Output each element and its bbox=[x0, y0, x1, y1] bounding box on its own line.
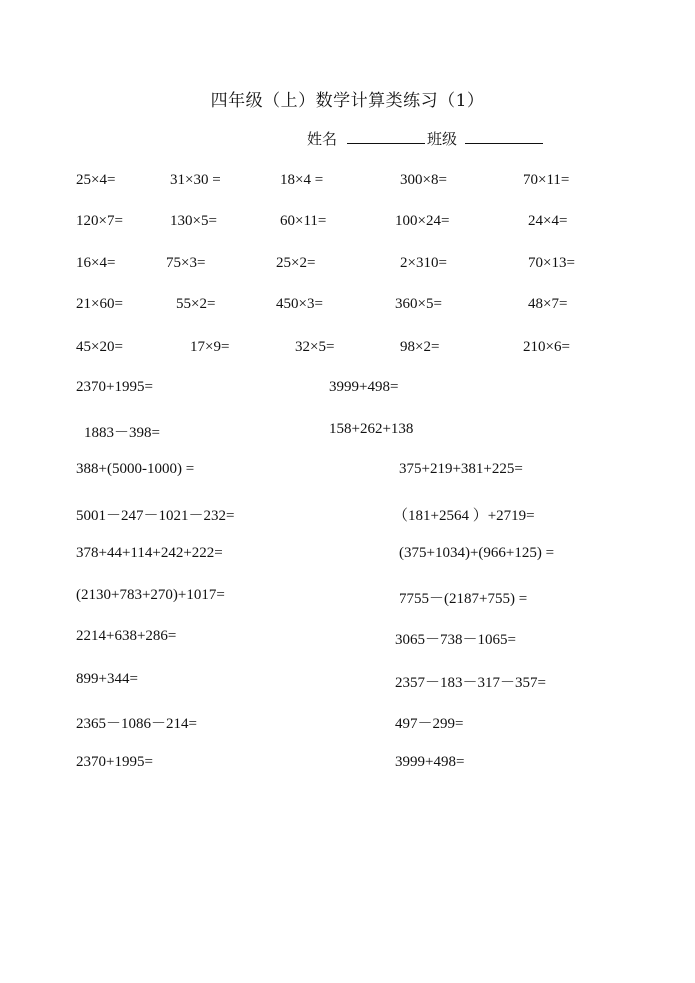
problem: 70×11= bbox=[523, 172, 570, 188]
problem: 3065－738－1065= bbox=[395, 632, 516, 648]
problem: 2×310= bbox=[400, 255, 447, 271]
problem: （181+2564 ）+2719= bbox=[393, 508, 535, 524]
problem: 388+(5000-1000) = bbox=[76, 461, 195, 477]
problem: 450×3= bbox=[276, 296, 323, 312]
problem: 17×9= bbox=[190, 339, 230, 355]
problem: 24×4= bbox=[528, 213, 568, 229]
problem: 60×11= bbox=[280, 213, 327, 229]
problem: 120×7= bbox=[76, 213, 123, 229]
problem: 25×4= bbox=[76, 172, 116, 188]
problem: 899+344= bbox=[76, 671, 138, 687]
problem: 75×3= bbox=[166, 255, 206, 271]
problem: 98×2= bbox=[400, 339, 440, 355]
problem: 1883－398= bbox=[84, 425, 160, 441]
problem: 2370+1995= bbox=[76, 754, 153, 770]
problem: 18×4 = bbox=[280, 172, 324, 188]
problem: 7755－(2187+755) = bbox=[399, 591, 528, 607]
problem: 70×13= bbox=[528, 255, 575, 271]
problem: 130×5= bbox=[170, 213, 217, 229]
problem: 55×2= bbox=[176, 296, 216, 312]
problem: 360×5= bbox=[395, 296, 442, 312]
problem: 375+219+381+225= bbox=[399, 461, 523, 477]
problem: 45×20= bbox=[76, 339, 123, 355]
name-label: 姓名 bbox=[307, 130, 338, 148]
problem: 48×7= bbox=[528, 296, 568, 312]
problem: 497－299= bbox=[395, 716, 464, 732]
problem: (2130+783+270)+1017= bbox=[76, 587, 225, 603]
problem: 100×24= bbox=[395, 213, 450, 229]
problem: 5001－247－1021－232= bbox=[76, 508, 235, 524]
problem: 2214+638+286= bbox=[76, 628, 177, 644]
problem: 32×5= bbox=[295, 339, 335, 355]
name-blank[interactable] bbox=[347, 129, 425, 144]
problem: 21×60= bbox=[76, 296, 123, 312]
page-title: 四年级（上）数学计算类练习（1） bbox=[210, 91, 485, 111]
problem: 16×4= bbox=[76, 255, 116, 271]
problem: 25×2= bbox=[276, 255, 316, 271]
problem: 300×8= bbox=[400, 172, 447, 188]
class-blank[interactable] bbox=[465, 129, 543, 144]
problem: 378+44+114+242+222= bbox=[76, 545, 223, 561]
problem: 158+262+138 bbox=[329, 421, 414, 437]
problem: 2357－183－317－357= bbox=[395, 675, 546, 691]
problem: 2365－1086－214= bbox=[76, 716, 197, 732]
problem: 2370+1995= bbox=[76, 379, 153, 395]
problem: 3999+498= bbox=[395, 754, 465, 770]
problem: 210×6= bbox=[523, 339, 570, 355]
student-info-line bbox=[307, 128, 543, 149]
problem: 31×30 = bbox=[170, 172, 221, 188]
class-label: 班级 bbox=[427, 130, 458, 148]
problem: 3999+498= bbox=[329, 379, 399, 395]
problem: (375+1034)+(966+125) = bbox=[399, 545, 555, 561]
